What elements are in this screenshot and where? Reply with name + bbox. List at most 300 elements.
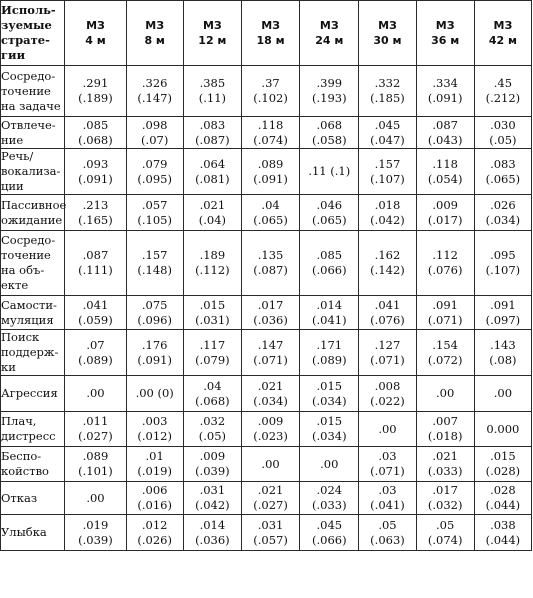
table-cell — [300, 117, 359, 149]
table-cell — [300, 231, 359, 296]
cell-mean: .01 — [145, 449, 164, 463]
cell-mean: .038 — [490, 517, 516, 532]
cell-sd: (.105) — [137, 212, 172, 227]
row-label — [1, 117, 65, 149]
cell-sd: (.091) — [137, 352, 172, 367]
column-header-line: МЗ — [145, 19, 165, 32]
cell-mean: .075 — [141, 297, 168, 312]
cell-mean: .006 — [141, 483, 168, 497]
table-cell — [183, 376, 241, 412]
cell-sd: (.11) — [198, 91, 226, 105]
table-cell — [416, 376, 474, 412]
table-cell — [416, 66, 474, 117]
column-header — [241, 1, 299, 66]
table-cell — [300, 412, 359, 447]
cell-sd: (.147) — [137, 91, 172, 105]
cell-sd: (.041) — [370, 498, 405, 512]
table-row — [1, 231, 532, 296]
column-header-line: 42 м — [488, 34, 517, 47]
row-label-line: на объ- — [1, 263, 45, 277]
table-cell — [300, 482, 359, 515]
table-cell — [126, 195, 183, 231]
table-cell — [65, 296, 126, 330]
cell-mean: .00 — [320, 456, 339, 471]
cell-mean: .04 — [261, 197, 280, 212]
cell-mean: .112 — [432, 248, 458, 262]
cell-sd: (.065) — [311, 212, 347, 227]
cell-sd: (.071) — [370, 352, 405, 367]
table-cell — [65, 330, 126, 376]
cell-mean: .093 — [82, 156, 109, 171]
column-header-line: 12 м — [198, 34, 227, 47]
cell-sd: (.068) — [78, 132, 113, 147]
table-cell — [241, 482, 299, 515]
cell-sd: (.027) — [78, 429, 113, 443]
cell-mean: .026 — [490, 197, 516, 212]
table-cell — [359, 117, 416, 149]
cell-sd: (.031) — [195, 312, 230, 327]
table-cell — [65, 482, 126, 515]
table-row — [1, 149, 532, 195]
cell-mean: .00 — [493, 386, 513, 400]
cell-mean: .326 — [141, 76, 168, 90]
row-label-line: Пассивное — [1, 197, 67, 212]
table-cell — [183, 412, 241, 447]
cell-mean: .00 — [378, 421, 397, 436]
column-header-line: МЗ — [493, 19, 513, 32]
cell-mean: .095 — [490, 248, 516, 262]
cell-sd: (.08) — [489, 352, 517, 367]
cell-mean: .118 — [257, 117, 284, 132]
table-cell — [416, 231, 474, 296]
table-cell — [300, 149, 359, 195]
cell-mean: .021 — [257, 378, 284, 393]
cell-sd: (.05) — [489, 132, 517, 147]
cell-sd: (.074) — [427, 532, 463, 547]
table-cell — [126, 149, 183, 195]
row-label-line: Речь/ — [1, 149, 34, 163]
table-cell — [474, 296, 531, 330]
cell-sd: (.089) — [78, 352, 113, 367]
cell-sd: (.033) — [427, 464, 463, 478]
table-cell — [183, 195, 241, 231]
row-label-line: поддерж- — [1, 345, 59, 359]
table-cell — [183, 66, 241, 117]
cell-mean: .057 — [141, 197, 168, 212]
row-label-line: на задаче — [1, 98, 61, 113]
row-label-line: Агрессия — [1, 386, 58, 400]
row-label — [1, 195, 65, 231]
table-row — [1, 195, 532, 231]
cell-sd: (.022) — [370, 393, 405, 408]
column-header — [65, 1, 126, 66]
cell-sd: (.087) — [253, 263, 288, 277]
table-cell — [359, 376, 416, 412]
cell-mean: .089 — [82, 449, 109, 463]
cell-mean: .154 — [432, 337, 458, 352]
row-label-line: койство — [1, 464, 49, 478]
cell-mean: .127 — [374, 337, 401, 352]
cell-sd: (.039) — [78, 532, 113, 547]
table-cell — [474, 231, 531, 296]
cell-mean: .157 — [141, 248, 168, 262]
table-cell — [474, 149, 531, 195]
table-cell — [183, 231, 241, 296]
table-cell — [300, 296, 359, 330]
cell-mean: .171 — [316, 337, 343, 352]
cell-mean: .064 — [199, 156, 226, 171]
table-cell — [300, 66, 359, 117]
cell-mean: .118 — [432, 156, 458, 171]
row-label-line: ожидание — [1, 212, 63, 227]
cell-sd: (.017) — [427, 212, 463, 227]
cell-sd: (.072) — [427, 352, 463, 367]
row-label-line: точение — [1, 248, 51, 262]
row-label-line: Беспо- — [1, 449, 42, 463]
table-cell — [300, 195, 359, 231]
table-cell — [416, 330, 474, 376]
table-cell — [241, 149, 299, 195]
table-cell — [474, 330, 531, 376]
table-cell — [183, 117, 241, 149]
cell-sd: (.142) — [370, 263, 405, 277]
table-row — [1, 482, 532, 515]
row-label — [1, 412, 65, 447]
cell-mean: .017 — [432, 483, 458, 497]
cell-mean: .07 — [86, 337, 105, 352]
table-cell — [126, 117, 183, 149]
column-header-line: 30 м — [373, 34, 402, 47]
table-cell — [241, 117, 299, 149]
strategies-column-header — [1, 1, 65, 66]
cell-sd: (.076) — [370, 312, 405, 327]
cell-mean: .05 — [378, 517, 397, 532]
table-cell — [241, 296, 299, 330]
table-cell — [126, 447, 183, 482]
cell-mean: .176 — [141, 337, 168, 352]
table-cell — [359, 447, 416, 482]
table-cell — [126, 515, 183, 551]
cell-mean: .021 — [199, 197, 226, 212]
cell-mean: .03 — [378, 449, 397, 463]
cell-sd: (.066) — [311, 532, 347, 547]
table-cell — [359, 66, 416, 117]
cell-mean: .015 — [316, 414, 343, 428]
row-label-line: Плач, — [1, 414, 37, 428]
cell-mean: .083 — [199, 117, 226, 132]
row-label — [1, 296, 65, 330]
table-cell — [183, 482, 241, 515]
cell-sd: (.074) — [253, 132, 288, 147]
row-label-line: вокализа- — [1, 164, 61, 178]
cell-mean: .046 — [316, 197, 343, 212]
cell-mean: .147 — [257, 337, 284, 352]
cell-sd: (.087) — [195, 132, 230, 147]
cell-sd: (.212) — [485, 91, 521, 105]
cell-mean: .157 — [374, 156, 401, 171]
row-label-line: екте — [1, 278, 29, 292]
cell-sd: (.042) — [195, 498, 230, 512]
table-cell — [126, 412, 183, 447]
cell-sd: (.057) — [253, 532, 288, 547]
cell-sd: (.047) — [370, 132, 405, 147]
cell-mean: .015 — [316, 378, 343, 393]
table-cell — [359, 515, 416, 551]
cell-mean: .045 — [316, 517, 343, 532]
cell-sd: (.027) — [253, 498, 288, 512]
cell-mean: .45 — [493, 76, 513, 90]
cell-sd: (.096) — [137, 312, 172, 327]
cell-mean: .00 — [261, 456, 280, 471]
table-cell — [416, 412, 474, 447]
row-label-line: ции — [1, 179, 24, 193]
cell-mean: .091 — [432, 297, 458, 312]
table-cell — [359, 231, 416, 296]
cell-mean: .007 — [432, 414, 458, 428]
row-label-line: ки — [1, 360, 16, 374]
column-header-line: МЗ — [261, 19, 280, 32]
cell-mean: .032 — [199, 414, 226, 428]
cell-sd: (.043) — [427, 132, 463, 147]
row-label-line: дистресс — [1, 429, 56, 443]
cell-mean: .00 — [86, 386, 105, 400]
cell-sd: (.042) — [370, 212, 405, 227]
table-cell — [359, 330, 416, 376]
column-header — [416, 1, 474, 66]
cell-sd: (.07) — [141, 132, 169, 147]
table-cell — [241, 412, 299, 447]
table-cell — [241, 515, 299, 551]
cell-sd: (.034) — [311, 393, 347, 408]
cell-sd: (.071) — [253, 352, 288, 367]
cell-mean: .03 — [378, 483, 397, 497]
table-cell — [474, 412, 531, 447]
table-row — [1, 330, 532, 376]
cell-mean: .014 — [316, 297, 343, 312]
table-cell — [300, 376, 359, 412]
cell-sd: (.068) — [195, 393, 230, 408]
table-cell — [474, 515, 531, 551]
cell-mean: .37 — [261, 76, 280, 90]
cell-mean: .117 — [199, 337, 226, 352]
cell-sd: (.023) — [253, 429, 288, 443]
cell-mean: .189 — [199, 248, 226, 262]
cell-sd: (.107) — [370, 171, 405, 186]
cell-sd: (.111) — [78, 263, 113, 277]
column-header-line: МЗ — [378, 19, 397, 32]
cell-sd: (.054) — [427, 171, 463, 186]
cell-sd: (.091) — [253, 171, 288, 186]
cell-mean: .385 — [199, 76, 226, 90]
table-row — [1, 296, 532, 330]
cell-mean: .015 — [199, 297, 226, 312]
column-header-line: 36 м — [431, 34, 460, 47]
column-header-line: МЗ — [435, 19, 455, 32]
cell-mean: .162 — [374, 248, 401, 262]
table-cell — [126, 330, 183, 376]
cell-mean: .017 — [257, 297, 284, 312]
table-cell — [183, 296, 241, 330]
row-label-line: Самости- — [1, 297, 57, 312]
column-header-line: 18 м — [256, 34, 285, 47]
cell-sd: (.107) — [485, 263, 521, 277]
cell-sd: (.091) — [427, 91, 463, 105]
cell-mean: .012 — [141, 517, 168, 532]
cell-mean: .031 — [257, 517, 284, 532]
column-header-line: 8 м — [144, 34, 165, 47]
row-label — [1, 447, 65, 482]
column-header — [474, 1, 531, 66]
cell-mean: .018 — [374, 197, 401, 212]
table-row — [1, 447, 532, 482]
cell-sd: (.044) — [485, 498, 521, 512]
cell-mean: .031 — [199, 483, 226, 497]
table-cell — [65, 195, 126, 231]
cell-sd: (.089) — [311, 352, 347, 367]
cell-mean: .213 — [82, 197, 109, 212]
cell-mean: .003 — [141, 414, 168, 428]
cell-mean: .068 — [316, 117, 343, 132]
table-cell — [359, 296, 416, 330]
cell-sd: (.071) — [427, 312, 463, 327]
table-cell — [474, 195, 531, 231]
table-cell — [65, 66, 126, 117]
cell-mean: .019 — [82, 517, 109, 532]
row-label — [1, 149, 65, 195]
cell-mean: .399 — [316, 76, 343, 90]
cell-sd: (.039) — [195, 464, 230, 478]
row-label-line: точение — [1, 83, 51, 98]
cell-sd: (.016) — [137, 498, 172, 512]
column-header-line: МЗ — [86, 19, 105, 32]
cell-mean: .079 — [141, 156, 168, 171]
table-cell — [241, 66, 299, 117]
table-cell — [65, 447, 126, 482]
row-label — [1, 231, 65, 296]
row-label-line: Отвлече- — [1, 117, 56, 132]
cell-mean: .135 — [257, 248, 284, 262]
table-cell — [416, 296, 474, 330]
cell-sd: (.112) — [195, 263, 230, 277]
cell-mean: .009 — [432, 197, 458, 212]
table-cell — [241, 195, 299, 231]
cell-mean: .091 — [490, 297, 516, 312]
cell-mean: .045 — [374, 117, 401, 132]
cell-mean: .00 (0) — [135, 386, 174, 400]
row-label-line: ние — [1, 132, 24, 147]
table-cell — [126, 231, 183, 296]
table-cell — [416, 482, 474, 515]
column-header-line: 4 м — [85, 34, 106, 47]
cell-sd: (.079) — [195, 352, 230, 367]
cell-mean: .041 — [374, 297, 401, 312]
cell-mean: .024 — [316, 483, 343, 497]
table-cell — [241, 330, 299, 376]
table-cell — [65, 376, 126, 412]
table-cell — [416, 149, 474, 195]
cell-mean: .021 — [432, 449, 458, 463]
cell-sd: (.034) — [485, 212, 521, 227]
table-cell — [416, 117, 474, 149]
column-header-line: МЗ — [202, 19, 222, 32]
cell-sd: (.028) — [485, 464, 521, 478]
cell-mean: .014 — [199, 517, 226, 532]
cell-sd: (.041) — [311, 312, 347, 327]
table-cell — [359, 412, 416, 447]
table-cell — [183, 515, 241, 551]
cell-mean: .334 — [432, 76, 458, 90]
column-header-line: МЗ — [319, 19, 339, 32]
cell-sd: (.036) — [253, 312, 288, 327]
cell-sd: (.04) — [198, 212, 226, 227]
table-cell — [359, 195, 416, 231]
cell-mean: .04 — [203, 378, 222, 393]
row-label-line: муляция — [1, 312, 54, 327]
row-label-line: Отказ — [1, 490, 38, 505]
cell-mean: .11 (.1) — [308, 164, 351, 178]
cell-sd: (.193) — [311, 91, 347, 105]
column-header — [183, 1, 241, 66]
cell-sd: (.148) — [137, 263, 172, 277]
cell-mean: .011 — [82, 414, 109, 428]
cell-mean: .098 — [141, 117, 168, 132]
row-label-line: Улыбка — [1, 525, 47, 539]
table-row — [1, 66, 532, 117]
table-cell — [474, 376, 531, 412]
cell-sd: (.034) — [311, 429, 347, 443]
cell-mean: .089 — [257, 156, 284, 171]
cell-sd: (.076) — [427, 263, 463, 277]
cell-mean: .291 — [82, 76, 109, 90]
column-header — [300, 1, 359, 66]
table-body — [1, 66, 532, 551]
table-row — [1, 412, 532, 447]
column-header-line: 24 м — [315, 34, 344, 47]
cell-mean: .030 — [490, 117, 516, 132]
cell-sd: (.044) — [485, 532, 521, 547]
table-cell — [300, 330, 359, 376]
cell-mean: .008 — [374, 378, 401, 393]
cell-mean: .00 — [436, 386, 455, 400]
table-cell — [359, 149, 416, 195]
row-label — [1, 66, 65, 117]
cell-sd: (.102) — [253, 91, 288, 105]
cell-mean: .05 — [436, 517, 455, 532]
table-cell — [416, 195, 474, 231]
cell-sd: (.063) — [370, 532, 405, 547]
cell-sd: (.033) — [311, 498, 347, 512]
cell-mean: .087 — [432, 117, 458, 132]
table-cell — [183, 149, 241, 195]
header-line: Исполь- — [1, 3, 56, 17]
table-cell — [416, 515, 474, 551]
cell-sd: (.036) — [195, 532, 230, 547]
table-row — [1, 117, 532, 149]
header-line: гии — [1, 48, 26, 62]
row-label-line: Сосредо- — [1, 233, 56, 247]
row-label-line: Сосредо- — [1, 68, 56, 83]
cell-mean: 0.000 — [486, 421, 520, 436]
table-cell — [241, 447, 299, 482]
table-cell — [65, 117, 126, 149]
cell-mean: .143 — [490, 337, 516, 352]
table-cell — [474, 482, 531, 515]
cell-sd: (.101) — [78, 464, 113, 478]
cell-mean: .041 — [82, 297, 109, 312]
cell-sd: (.026) — [137, 532, 172, 547]
table-cell — [126, 296, 183, 330]
cell-mean: .085 — [82, 117, 109, 132]
